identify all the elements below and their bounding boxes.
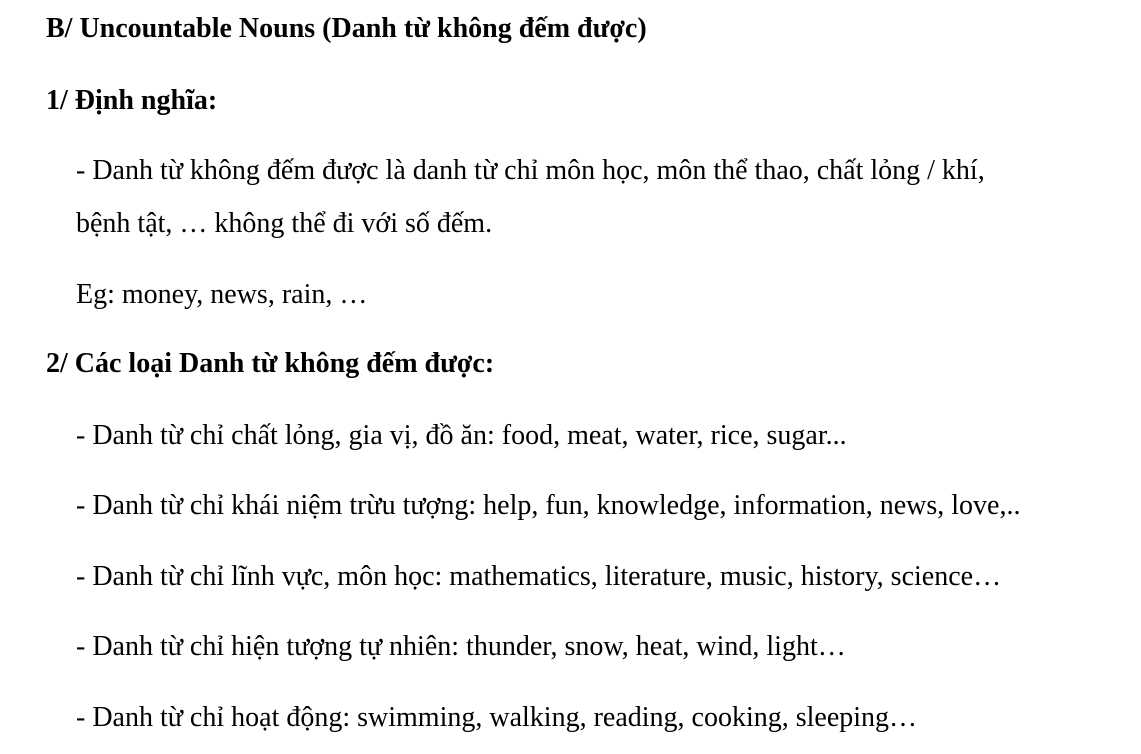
section-heading-definition: 1/ Định nghĩa: [46,85,218,116]
list-item-subjects: - Danh từ chỉ lĩnh vực, môn học: mathematics, literature, music, history, science… [76,561,1002,592]
list-item-natural-phenomena: - Danh từ chỉ hiện tượng tự nhiên: thunder, snow, heat, wind, light… [76,631,846,662]
list-item-abstract-concepts: - Danh từ chỉ khái niệm trừu tượng: help, fun, knowledge, information, news, love,.. [76,490,1021,521]
definition-line-2: bệnh tật, … không thể đi với số đếm. [76,208,493,239]
section-heading-types: 2/ Các loại Danh từ không đếm được: [46,348,495,379]
list-item-liquids-food: - Danh từ chỉ chất lỏng, gia vị, đồ ăn: food, meat, water, rice, sugar... [76,420,847,451]
definition-line-1: - Danh từ không đếm được là danh từ chỉ môn học, môn thể thao, chất lỏng / khí, [76,155,985,186]
list-item-activities: - Danh từ chỉ hoạt động: swimming, walking, reading, cooking, sleeping… [76,702,918,733]
document-title: B/ Uncountable Nouns (Danh từ không đếm được) [46,13,647,44]
example-line: Eg: money, news, rain, … [76,279,368,310]
